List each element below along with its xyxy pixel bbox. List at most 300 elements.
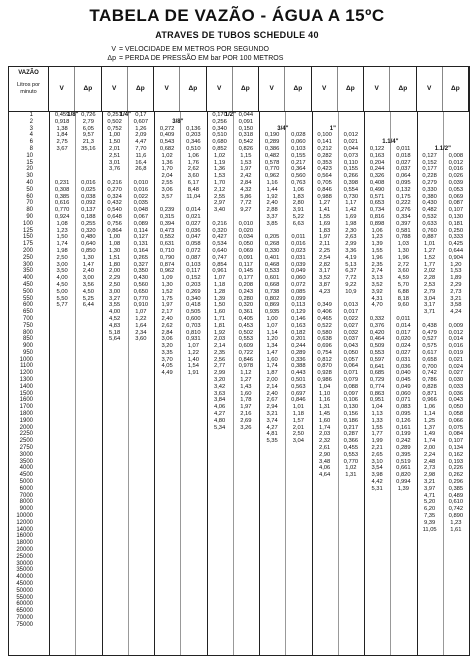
pressure-drop-value: 0,071 [343, 370, 359, 377]
flow-value: 6 [29, 139, 33, 146]
pressure-drop-value: 1,02 [345, 465, 357, 472]
velocity-column [313, 132, 337, 479]
velocity-value: 0,479 [422, 329, 437, 336]
pressure-drop-value: 0,607 [133, 118, 149, 125]
flow-value: 1400 [19, 383, 33, 390]
velocity-value: 1,74 [56, 241, 68, 248]
pressure-drop-value: 0,554 [343, 186, 359, 193]
pressure-drop-value: 1,53 [240, 159, 252, 166]
pressure-drop-value: 0,208 [238, 281, 254, 288]
pressure-drop-value: 0,085 [291, 288, 306, 295]
pressure-drop-value: 2,73 [450, 288, 462, 295]
velocity-value: 1,14 [423, 411, 436, 418]
velocity-value: 2,17 [161, 309, 173, 316]
page-title: TABELA DE VAZÃO - ÁGUA A 15ºC [89, 6, 385, 25]
velocity-value: 1,09 [161, 275, 173, 282]
pressure-drop-value: 1,31 [345, 472, 357, 479]
pressure-drop-value: 2,16 [240, 411, 252, 418]
pressure-drop-value: 3,60 [397, 268, 410, 275]
flow-value: 175 [22, 241, 33, 248]
pipe-size-label: 3/8" [172, 118, 184, 125]
pressure-drop-value: 0,039 [448, 179, 464, 186]
pressure-drop-value: 0,014 [186, 207, 201, 214]
pressure-drop-value: 0,609 [238, 343, 254, 350]
velocity-value: 2,35 [371, 261, 383, 268]
velocity-value: 0,231 [54, 179, 70, 186]
flow-value: 45000 [16, 580, 33, 587]
velocity-value: 0,986 [317, 377, 332, 384]
flow-value: 2 [29, 118, 33, 125]
pressure-drop-value: 2,09 [135, 132, 147, 139]
pressure-drop-value: 0,084 [448, 431, 464, 438]
velocity-value: 2,14 [266, 383, 278, 390]
velocity-value: 0,394 [159, 220, 175, 227]
pressure-drop-value: 0,826 [238, 145, 254, 152]
pressure-drop-value: 0,049 [396, 383, 411, 390]
pressure-drop-value: 7,72 [345, 275, 357, 282]
velocity-value: 0,668 [264, 281, 280, 288]
velocity-value: 0,700 [422, 363, 437, 370]
pressure-drop-value: 35,16 [81, 145, 96, 152]
pressure-drop-value: 3,91 [292, 207, 305, 214]
velocity-value: 0,601 [264, 275, 280, 282]
pressure-drop-value: 0,030 [448, 377, 464, 384]
velocity-value: 2,82 [318, 261, 331, 268]
velocity-value: 0,205 [264, 234, 280, 241]
velocity-value: 0,760 [422, 227, 437, 234]
velocity-value: 1,60 [318, 417, 331, 424]
velocity-value [365, 309, 389, 316]
pressure-drop-column [181, 126, 205, 377]
pressure-drop-value: 0,152 [186, 275, 201, 282]
velocity-value: 1,34 [266, 343, 278, 350]
pressure-drop-value: 1,17 [345, 200, 357, 207]
pressure-drop-value: 1,43 [240, 383, 252, 390]
flow-value: 18000 [16, 540, 33, 547]
pressure-drop-value: 0,032 [343, 329, 359, 336]
pressure-drop-value: 1,07 [135, 309, 147, 316]
pressure-drop-value: 0,742 [448, 506, 464, 513]
velocity-value: 2,03 [318, 431, 331, 438]
pressure-drop-value: 0,397 [396, 220, 411, 227]
pressure-drop-value: 0,177 [238, 275, 254, 282]
pressure-drop-value: 0,250 [448, 227, 464, 234]
flow-value: 1000 [19, 356, 33, 363]
pressure-drop-value: 0,217 [291, 159, 306, 166]
pressure-drop-value: 0,453 [238, 322, 254, 329]
velocity-value: 3,21 [266, 411, 278, 418]
velocity-value: 4,49 [161, 370, 173, 377]
pressure-drop-value: 0,022 [343, 315, 359, 322]
velocity-value [103, 173, 127, 180]
velocity-value: 0,962 [264, 173, 280, 180]
velocity-value: 0,270 [107, 186, 122, 193]
velocity-value: 2,00 [423, 445, 436, 452]
velocity-value: 3,01 [108, 159, 121, 166]
flow-value: 1600 [19, 397, 33, 404]
velocity-value: 0,272 [159, 125, 175, 132]
flow-value: 700 [22, 315, 33, 322]
velocity-value: 3,48 [318, 458, 331, 465]
flow-value: 8 [29, 145, 33, 152]
pressure-drop-value [339, 296, 363, 303]
velocity-value [260, 228, 284, 235]
header-dp: Δp [233, 67, 259, 111]
pressure-drop-value: 2,29 [450, 281, 462, 288]
flow-value: 3000 [19, 451, 33, 458]
velocity-value: 0,653 [369, 200, 385, 207]
pressure-drop-value: 0,064 [396, 173, 411, 180]
pressure-drop-value: 0,385 [448, 485, 464, 492]
pressure-drop-value: 0,978 [238, 363, 254, 370]
velocity-value: 0,935 [264, 309, 280, 316]
pressure-drop-value: 0,012 [343, 132, 359, 139]
velocity-value: 2,67 [266, 397, 278, 404]
pressure-drop-value: 0,036 [448, 390, 464, 397]
flow-value: 30 [26, 173, 33, 180]
velocity-value: 1,30 [161, 281, 173, 288]
pressure-drop-value: 0,188 [81, 213, 96, 220]
velocity-value: 0,918 [54, 118, 70, 125]
velocity-value: 3,55 [108, 302, 121, 309]
velocity-value: 0,427 [212, 234, 227, 241]
velocity-value: 4,42 [371, 479, 383, 486]
velocity-value: 5,50 [56, 295, 68, 302]
flow-value: 5000 [19, 479, 33, 486]
pressure-drop-value: 0,265 [133, 254, 149, 261]
velocity-value: 0,482 [264, 152, 280, 159]
pressure-drop-value: 8,48 [187, 186, 200, 193]
pipe-size-label: 1" [329, 125, 336, 132]
header-v: V [259, 67, 285, 111]
pressure-drop-value: 0,134 [448, 445, 464, 452]
velocity-value: 0,705 [317, 179, 332, 186]
pressure-drop-value: 3,21 [450, 295, 462, 302]
flow-value: 55000 [16, 594, 33, 601]
flow-value: 1800 [19, 411, 33, 418]
pressure-drop-value: 1,54 [187, 363, 200, 370]
velocity-value: 1,38 [56, 125, 68, 132]
pressure-drop-value: 2,42 [240, 173, 252, 180]
velocity-value: 3,06 [161, 186, 173, 193]
pressure-drop-value: 3,26 [240, 424, 252, 431]
flow-value: 9000 [19, 506, 33, 513]
velocity-value: 0,423 [317, 166, 332, 173]
pressure-drop-value: 0,366 [343, 438, 359, 445]
pressure-drop-value: 5,86 [240, 193, 252, 200]
pressure-drop-value: 0,099 [291, 295, 306, 302]
pressure-drop-value: 0,038 [81, 193, 96, 200]
pressure-drop-value: 0,008 [448, 152, 464, 159]
velocity-value: 5,00 [56, 288, 68, 295]
pressure-drop-value: 0,131 [133, 241, 149, 248]
pressure-drop-value: 1,64 [135, 322, 147, 329]
velocity-value: 0,190 [264, 132, 280, 139]
velocity-value: 1,10 [318, 390, 331, 397]
pressure-drop-column [339, 132, 363, 479]
velocity-value: 0,289 [264, 139, 280, 146]
velocity-value: 0,482 [422, 207, 437, 214]
velocity-value: 1,50 [56, 234, 68, 241]
velocity-value: 1,08 [108, 241, 121, 248]
velocity-value: 0,330 [422, 186, 437, 193]
velocity-value: 0,533 [264, 268, 280, 275]
velocity-value: 1,52 [423, 254, 436, 261]
pressure-drop-value: 0,501 [291, 377, 306, 384]
velocity-value: 1,18 [213, 281, 226, 288]
flow-value: 2000 [19, 424, 33, 431]
velocity-value: 3,52 [318, 275, 331, 282]
pressure-drop-value: 0,117 [238, 261, 253, 268]
pressure-drop-value: 0,650 [133, 288, 149, 295]
velocity-value: 3,35 [161, 349, 173, 356]
pressure-drop-value: 0,244 [291, 343, 306, 350]
velocity-value: 0,924 [54, 213, 70, 220]
pressure-drop-value: 1,98 [345, 220, 357, 227]
pressure-drop-value: 0,036 [186, 227, 201, 234]
pressure-drop-value: 0,162 [448, 451, 464, 458]
velocity-value: 0,738 [264, 288, 280, 295]
pressure-drop-value: 1,40 [187, 356, 200, 363]
table-body [9, 112, 469, 655]
flow-value: 125 [22, 227, 33, 234]
header-dp: Δp [180, 67, 206, 111]
pressure-drop-value: 6,17 [187, 179, 200, 186]
pressure-drop-value: 0,703 [186, 322, 201, 329]
pressure-drop-value: 1,27 [240, 377, 252, 384]
pressure-drop-value: 2,79 [82, 118, 95, 125]
pressure-drop-value: 0,130 [448, 213, 464, 220]
velocity-value: 3,21 [423, 479, 436, 486]
header-v: V [102, 67, 128, 111]
flow-value: 70 [26, 200, 33, 207]
velocity-value: 1,71 [213, 315, 226, 322]
pressure-drop-value: 0,361 [238, 309, 254, 316]
pressure-drop-value: 1,97 [240, 404, 252, 411]
legend-velocity-symbol: V [111, 46, 116, 53]
velocity-value: 2,35 [213, 349, 226, 356]
velocity-value: 2,40 [266, 390, 278, 397]
velocity-value: 2,62 [161, 322, 173, 329]
velocity-value: 1,83 [318, 227, 331, 234]
pressure-drop-value: 0,820 [396, 472, 411, 479]
velocity-value: 2,79 [423, 288, 436, 295]
velocity-column [365, 146, 389, 493]
pressure-drop-value: 5,25 [82, 295, 95, 302]
flow-value: 60 [26, 193, 33, 200]
velocity-value: 1,39 [213, 295, 226, 302]
pressure-drop-value: 0,033 [448, 383, 464, 390]
pressure-drop-value: 0,560 [133, 281, 149, 288]
velocity-value: 0,401 [264, 254, 280, 261]
velocity-value: 1,98 [56, 247, 68, 254]
pressure-drop-value: 0,043 [343, 343, 359, 350]
pressure-drop-value: 0,013 [343, 302, 359, 309]
velocity-value: 2,75 [56, 139, 68, 146]
velocity-column [260, 132, 284, 445]
velocity-value: 0,308 [54, 186, 70, 193]
pressure-drop-value: 9,27 [240, 207, 252, 214]
velocity-value: 2,48 [423, 458, 436, 465]
pressure-drop-column [129, 112, 153, 343]
velocity-column [418, 153, 442, 534]
velocity-value: 0,256 [212, 118, 227, 125]
flow-value: 1700 [19, 404, 33, 411]
pressure-drop-value: 6,44 [82, 302, 95, 309]
velocity-value: 1,07 [266, 322, 278, 329]
header-v: V [154, 67, 180, 111]
velocity-value: 0,509 [369, 343, 385, 350]
velocity-value: 1,99 [371, 438, 383, 445]
velocity-value: 4,80 [213, 417, 226, 424]
pressure-drop-value [76, 173, 100, 180]
velocity-value: 1,97 [161, 302, 173, 309]
velocity-value: 1,55 [371, 424, 383, 431]
velocity-value: 0,770 [54, 207, 70, 214]
header-vazao [9, 67, 49, 111]
pressure-drop-value: 0,022 [133, 193, 149, 200]
velocity-value: 0,871 [422, 390, 437, 397]
velocity-value: 5,20 [423, 499, 436, 506]
pressure-drop-value [286, 228, 310, 235]
velocity-value: 4,06 [213, 404, 226, 411]
pressure-drop-value: 0,203 [186, 132, 201, 139]
velocity-value: 0,710 [159, 247, 175, 254]
flow-value: 450 [22, 281, 33, 288]
pressure-drop-value: 1,03 [397, 241, 410, 248]
velocity-value: 2,50 [56, 254, 68, 261]
pressure-drop-value: 0,320 [81, 227, 96, 234]
pressure-drop-value: 0,044 [343, 145, 359, 152]
velocity-value: 0,747 [212, 254, 227, 261]
pressure-drop-value: 0,161 [396, 424, 411, 431]
velocity-value: 5,34 [213, 424, 226, 431]
pressure-drop-value: 1,97 [240, 166, 252, 173]
pressure-drop-value: 0,661 [396, 465, 411, 472]
pressure-drop-column [76, 112, 100, 309]
pressure-drop-value: 2,50 [292, 431, 305, 438]
pressure-drop-value: 0,107 [448, 207, 464, 214]
velocity-value: 0,239 [159, 207, 175, 214]
velocity-value: 1,00 [266, 315, 278, 322]
flow-value: 2250 [19, 431, 33, 438]
pressure-drop-value: 0,222 [396, 200, 411, 207]
velocity-value: 0,534 [212, 241, 227, 248]
velocity-value: 0,212 [317, 145, 332, 152]
pressure-drop-value: 1,89 [450, 275, 462, 282]
pressure-drop-value: 0,931 [186, 336, 201, 343]
flow-value: 1500 [19, 390, 33, 397]
velocity-value [418, 316, 442, 323]
flow-value: 20 [26, 166, 33, 173]
pressure-drop-value: 0,027 [343, 322, 359, 329]
pressure-drop-value: 0,012 [448, 329, 464, 336]
pipe-size-label: 3/4" [277, 125, 289, 132]
velocity-value: 0,406 [317, 309, 332, 316]
velocity-value: 0,802 [264, 295, 280, 302]
velocity-value: 0,473 [159, 227, 175, 234]
velocity-value: 2,40 [266, 200, 278, 207]
flow-value: 40000 [16, 574, 33, 581]
pressure-drop-value: 0,155 [291, 152, 306, 159]
header-dp: Δp [338, 67, 364, 111]
velocity-value: 0,163 [369, 152, 385, 159]
velocity-value: 1,44 [266, 186, 278, 193]
velocity-value: 1,70 [213, 179, 226, 186]
pressure-drop-value: 0,480 [81, 234, 96, 241]
velocity-value: 0,385 [54, 193, 70, 200]
velocity-value: 0,326 [369, 173, 385, 180]
velocity-value: 1,47 [266, 349, 278, 356]
velocity-value: 0,244 [369, 166, 385, 173]
pressure-drop-value: 0,017 [343, 309, 359, 316]
flow-value: 750 [22, 322, 33, 329]
pressure-drop-value: 6,63 [292, 220, 305, 227]
velocity-value: 0,828 [422, 383, 437, 390]
pressure-drop-value: 0,276 [396, 207, 411, 214]
velocity-value: 2,56 [213, 356, 226, 363]
velocity-value: 0,754 [317, 349, 332, 356]
pressure-drop-value: 0,026 [448, 173, 464, 180]
velocity-value: 0,961 [212, 268, 227, 275]
pressure-drop-value: 0,137 [81, 207, 96, 214]
velocity-value: 2,03 [213, 336, 226, 343]
velocity-value: 1,30 [108, 247, 121, 254]
velocity-value: 7,35 [423, 513, 436, 520]
pressure-drop-value: 0,037 [396, 166, 411, 173]
pressure-drop-value: 0,031 [396, 356, 411, 363]
pipe-size-label: 1/8" [67, 112, 79, 118]
velocity-value: 1,04 [371, 404, 383, 411]
page-subtitle: ATRAVES DE TUBOS SCHEDULE 40 [155, 30, 319, 40]
velocity-value: 0,490 [369, 186, 385, 193]
pressure-drop-value: 0,023 [291, 247, 306, 254]
pressure-drop-value: 0,150 [238, 125, 254, 132]
flow-value: 4 [29, 132, 33, 139]
velocity-value: 0,349 [317, 302, 332, 309]
pressure-drop-value: 0,058 [448, 411, 464, 418]
velocity-value: 0,409 [159, 132, 175, 139]
velocity-value: 3,50 [56, 268, 68, 275]
velocity-value: 1,92 [266, 193, 278, 200]
pressure-drop-column [286, 132, 310, 445]
velocity-value: 11,05 [422, 526, 437, 533]
velocity-value: 1,96 [371, 254, 383, 261]
velocity-value: 4,70 [371, 302, 383, 309]
flow-value: 25000 [16, 553, 33, 560]
velocity-value: 2,65 [371, 451, 383, 458]
velocity-value: 0,315 [159, 213, 175, 220]
velocity-value: 2,55 [213, 193, 226, 200]
pressure-drop-value: 0,067 [133, 213, 149, 220]
pressure-drop-value: 1,61 [450, 526, 462, 533]
flow-value: 900 [22, 343, 33, 350]
flow-value: 1200 [19, 370, 33, 377]
velocity-value: 0,790 [159, 254, 175, 261]
pressure-drop-value: 0,846 [291, 397, 306, 404]
header-v: V [312, 67, 338, 111]
velocity-value: 0,756 [107, 220, 122, 227]
flow-value: 6000 [19, 485, 33, 492]
velocity-value: 3,20 [213, 377, 226, 384]
velocity-value: 3,27 [108, 295, 121, 302]
pressure-drop-value: 0,327 [133, 261, 149, 268]
pressure-drop-value: 1,96 [397, 254, 410, 261]
velocity-value: 0,340 [212, 125, 227, 132]
pressure-drop-value: 0,193 [448, 458, 464, 465]
pressure-drop-value: 0,045 [396, 377, 411, 384]
flow-value: 12000 [16, 519, 33, 526]
